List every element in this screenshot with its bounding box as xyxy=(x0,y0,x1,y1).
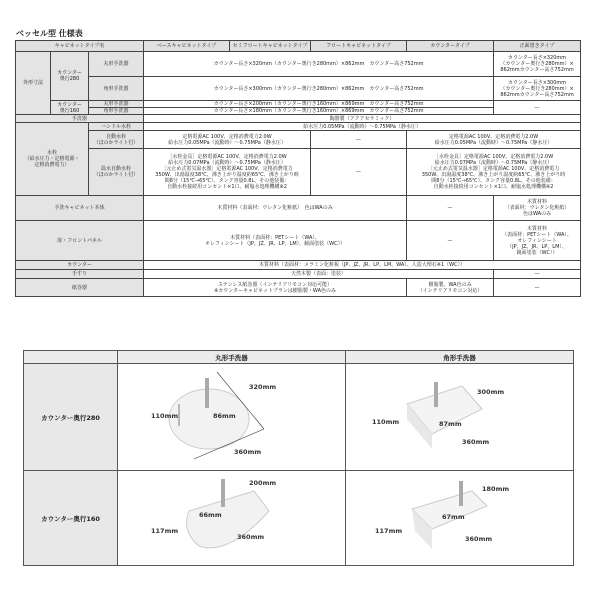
header-round: 丸形手洗器 xyxy=(118,351,346,364)
dim-width: 300mm xyxy=(476,388,504,396)
cell: カウンター長さ×200mm（カウンター奥行き160mm）×869mm カウンター高さ752mm xyxy=(144,101,494,108)
row-label-door: 扉・フロントパネル xyxy=(16,221,144,261)
cell: — xyxy=(407,221,494,261)
table-row xyxy=(16,149,581,196)
cell: カウンター長さ×300mm （カウンター奥行き280mm）× 862mmカウンター高さ752mm xyxy=(494,77,581,101)
cell: ステンレス紙巻器（インテリアリモコン対応可能） ※カウンターキャビネットプランは樹脂製・WA色のみ xyxy=(144,279,407,297)
header-cell: キャビネットタイプ名 xyxy=(16,41,144,52)
dim-depth: 86mm xyxy=(212,412,236,420)
dim-height: 117mm xyxy=(150,527,178,535)
cell: — xyxy=(494,270,581,279)
header-square: 角形手洗器 xyxy=(346,351,574,364)
row-label-hot: 温水自動水栓 （ほのかライト付） xyxy=(89,149,144,196)
sink-dimension-table xyxy=(23,350,574,566)
table-row xyxy=(16,131,581,149)
header-row xyxy=(16,41,581,52)
row-label-square: 角形手洗器 xyxy=(89,108,144,115)
cell: ［水栓金具］定格電源AC 100V、定格消費電力2.0W 給水圧力0.07MPa（流動時）～0.75MPa（静水圧） ［元止め式電気温水器］定格電源AC 100V、定格消費電力 350W、出湯温度38℃、沸き上がり温度約65℃、沸き上がり時 間8分（15℃→65℃）、タンク容量0.8L、その他装備： 自動水栓接続用コンセント×1口、耐塩水処理機構※2 xyxy=(407,149,581,196)
square-sink-160 xyxy=(346,471,574,566)
cell: 陶器製（アクアセラミック） xyxy=(144,115,581,123)
row-label-depth160: カウンター 奥行160 xyxy=(51,101,89,115)
cell: 木質材料 （表面材：ウレタン化粧紙） 色はWAのみ xyxy=(494,196,581,221)
row-label-square: 角形手洗器 xyxy=(89,77,144,101)
dim-height: 110mm xyxy=(150,412,178,420)
square-sink-280 xyxy=(346,364,574,471)
row-label-rail: 手すり xyxy=(16,270,144,279)
row-label-faucet: 水栓 （給水圧力・定格電源・ 定格消費電力） xyxy=(16,123,89,196)
cell: 木質材料 （表面材：PETシート（WA）、 オレフィンシート （JP、JZ、JR、LP、LM）、 鏡面塗装（WC）） xyxy=(494,221,581,261)
header-cell: フロートキャビネットタイプ xyxy=(311,41,407,52)
dim-depth: 87mm xyxy=(438,420,462,428)
row-label-outer: 外形寸法 xyxy=(16,52,51,115)
table-row xyxy=(16,221,581,261)
round-sink-280 xyxy=(118,364,346,471)
cell: — xyxy=(311,131,407,149)
cell: — xyxy=(494,101,581,115)
row-label-280: カウンター奥行280 xyxy=(24,364,118,471)
page-title: ベッセル型 仕様表 xyxy=(16,29,83,38)
row-label-depth280: カウンター 奥行280 xyxy=(51,52,89,101)
cell: 給水圧力0.05MPa（流動時）～0.75MPa（静水圧） xyxy=(144,123,581,131)
dim-length: 360mm xyxy=(461,438,489,446)
square-sink-280-image xyxy=(347,364,573,468)
cell: 定格電源AC 100V、定格消費電力2.0W 給水圧力0.05MPa（流動時）～0.75MPa（静水圧） xyxy=(144,131,311,149)
cell: 定格電源AC 100V、定格消費電力2.0W 給水圧力0.05MPa（流動時）～0.75MPa（静水圧） xyxy=(407,131,581,149)
cell: 樹脂製、WA色のみ （インテリアリモコン対応） xyxy=(407,279,494,297)
row-label-round: 丸形手洗器 xyxy=(89,52,144,77)
dim-width: 200mm xyxy=(248,479,276,487)
table-row xyxy=(16,115,581,123)
dim-depth: 67mm xyxy=(441,513,465,521)
table-row xyxy=(16,270,581,279)
dim-length: 360mm xyxy=(464,535,492,543)
dim-depth: 66mm xyxy=(198,511,222,519)
row-label-handle: ハンドル水栓 xyxy=(89,123,144,131)
round-sink-280-image xyxy=(119,364,345,468)
row-label-basin: 手洗器 xyxy=(16,115,144,123)
header-cell: 正面置きタイプ xyxy=(494,41,581,52)
table-row xyxy=(16,196,581,221)
cell: — xyxy=(494,279,581,297)
cell: ［水栓金具］定格電源AC 100V、定格消費電力2.0W 給水圧力0.07MPa（流動時）～0.75MPa（静水圧） ［元止め式電気温水器］定格電源AC 100V、定格消費電力 350W、出湯温度38℃、沸き上がり温度約65℃、沸き上がり時 間8分（15℃→65℃）、タンク容量0.8L、その他装備： 自動水栓接続用コンセント×1口、耐塩水処理機構※2 xyxy=(144,149,311,196)
dim-height: 110mm xyxy=(371,418,399,426)
cell: カウンター長さ×180mm（カウンター奥行き160mm）×869mm カウンター高さ752mm xyxy=(144,108,494,115)
dim-width: 180mm xyxy=(481,485,509,493)
cell: 木質材料（表面材：メラミン化粧板（JP、JZ、JR、LP、LM、WA）、人造大理石※1（WC）） xyxy=(144,261,581,270)
round-sink-160 xyxy=(118,471,346,566)
cell: 木質材料（表面材：PETシート（WA）、 オレフィンシート（JP、JZ、JR、LP、LM）、鏡面塗装（WC）） xyxy=(144,221,407,261)
row-label-counter: カウンター xyxy=(16,261,144,270)
dim-height: 117mm xyxy=(374,527,402,535)
cell: 木質材料（表面材：ウレタン化粧紙） 色はWAのみ xyxy=(144,196,407,221)
dim-length: 360mm xyxy=(233,448,261,456)
table-row xyxy=(16,52,581,77)
round-sink-160-image xyxy=(119,471,345,563)
row-label-round: 丸形手洗器 xyxy=(89,101,144,108)
cell: 天然木製（表面：塗装） xyxy=(144,270,494,279)
cell: — xyxy=(407,196,494,221)
table-row xyxy=(16,101,581,108)
table-row xyxy=(16,77,581,101)
cell: カウンター長さ×300mm（カウンター奥行き280mm）×862mm カウンター高さ752mm xyxy=(144,77,494,101)
row-label-paper: 紙巻器 xyxy=(16,279,144,297)
cell: カウンター長さ×320mm（カウンター奥行き280mm）×862mm カウンター高さ752mm xyxy=(144,52,494,77)
header-cell: カウンタータイプ xyxy=(407,41,494,52)
row-label-auto: 自動水栓 （ほのかライト付） xyxy=(89,131,144,149)
cell: カウンター長さ×320mm （カウンター奥行き280mm）× 862mmカウンター高さ752mm xyxy=(494,52,581,77)
header-cell: セミフロートキャビネットタイプ xyxy=(230,41,311,52)
cell: — xyxy=(311,149,407,196)
spec-table xyxy=(15,40,581,297)
square-sink-160-image xyxy=(347,471,573,563)
dim-width: 320mm xyxy=(248,383,276,391)
dim-length: 360mm xyxy=(236,533,264,541)
row-label-160: カウンター奥行160 xyxy=(24,471,118,566)
header-cell: ベースキャビネットタイプ xyxy=(144,41,230,52)
table-row xyxy=(16,279,581,297)
table-row xyxy=(16,123,581,131)
corner-cell xyxy=(24,351,118,364)
row-label-cabinet: 手洗キャビネット本体 xyxy=(16,196,144,221)
table-row xyxy=(16,261,581,270)
